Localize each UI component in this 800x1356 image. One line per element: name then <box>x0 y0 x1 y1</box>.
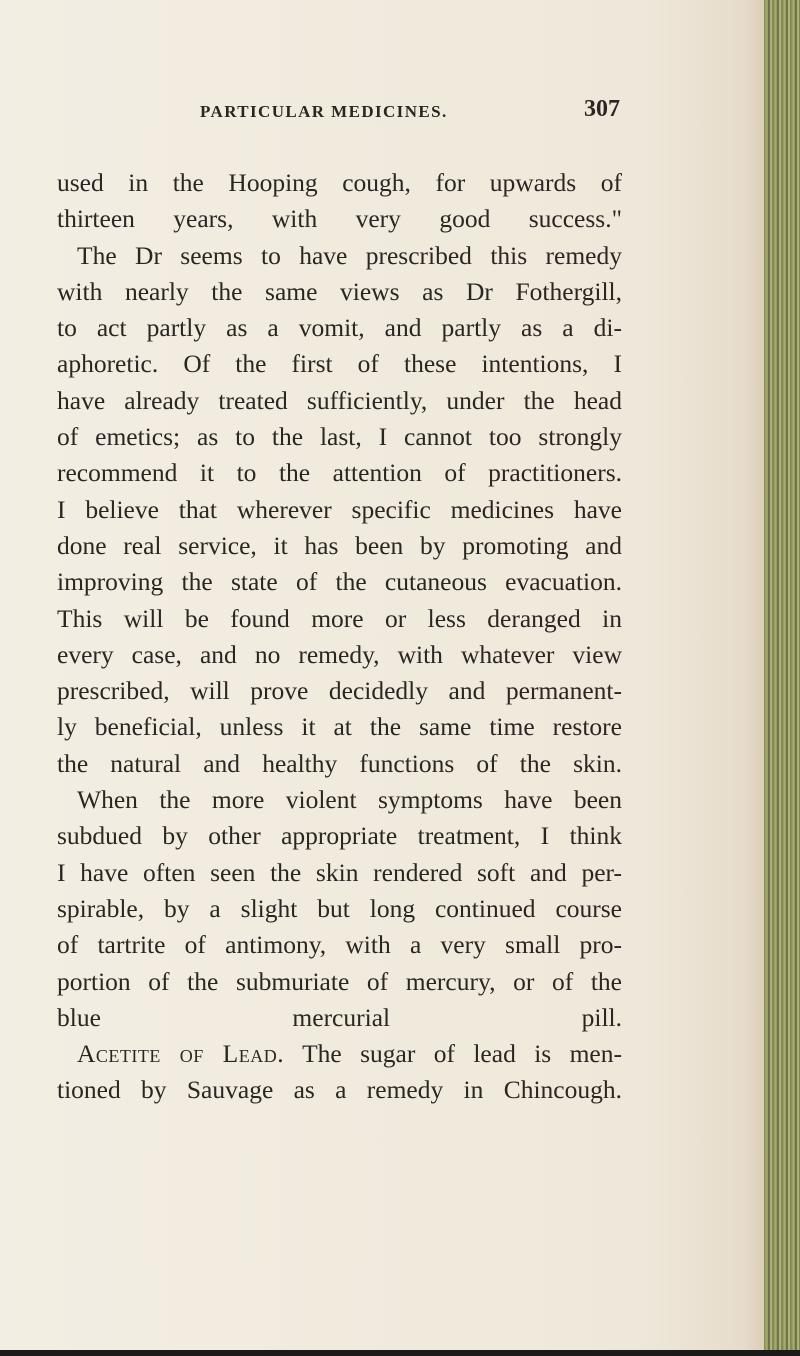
text-line: thirteen years, with very good success." <box>57 204 622 234</box>
text-line: portion of the submuriate of mercury, or of the <box>57 966 622 996</box>
text-line: The Dr seems to have prescribed this remedy <box>77 240 622 270</box>
running-title: PARTICULAR MEDICINES. <box>200 102 448 121</box>
text-line: When the more violent symptoms have been <box>77 785 622 815</box>
text-line: every case, and no remedy, with whatever view <box>57 639 622 669</box>
text-line: I have often seen the skin rendered soft and per- <box>57 857 622 887</box>
text-line-rest: The sugar of lead is men- <box>302 1039 622 1069</box>
text-line: ly beneficial, unless it at the same time restore <box>57 712 622 742</box>
text-line: spirable, by a slight but long continued course <box>57 893 622 923</box>
text-line: blue mercurial pill. <box>57 1002 622 1032</box>
text-line: aphoretic. Of the first of these intentions, I <box>57 349 622 379</box>
text-line: improving the state of the cutaneous evacuation. <box>57 567 622 597</box>
text-line: I believe that wherever specific medicines have <box>57 494 622 524</box>
page-number: 307 <box>584 96 620 122</box>
section-heading: Acetite of Lead. <box>77 1039 285 1069</box>
text-line: prescribed, will prove decidedly and permanent- <box>57 676 622 706</box>
text-line <box>57 1036 622 1072</box>
text-line: have already treated sufficiently, under the head <box>57 385 622 415</box>
page-header <box>200 96 620 126</box>
text-line: the natural and healthy functions of the skin. <box>57 748 622 778</box>
book-binding-edge <box>764 0 800 1356</box>
text-line: of emetics; as to the last, I cannot too strongly <box>57 422 622 452</box>
text-line: of tartrite of antimony, with a very small pro- <box>57 930 622 960</box>
text-line: with nearly the same views as Dr Fothergill, <box>57 276 622 306</box>
text-line: This will be found more or less deranged in <box>57 603 622 633</box>
text-line: used in the Hooping cough, for upwards of <box>57 168 622 197</box>
body-text <box>57 165 622 1109</box>
text-line: to act partly as a vomit, and partly as a di- <box>57 313 622 343</box>
text-line: done real service, it has been by promoting and <box>57 530 622 560</box>
bottom-rule <box>0 1350 800 1356</box>
text-line: subdued by other appropriate treatment, I think <box>57 821 622 851</box>
text-line: recommend it to the attention of practitioners. <box>57 458 622 488</box>
text-line: tioned by Sauvage as a remedy in Chincough. <box>57 1075 622 1105</box>
